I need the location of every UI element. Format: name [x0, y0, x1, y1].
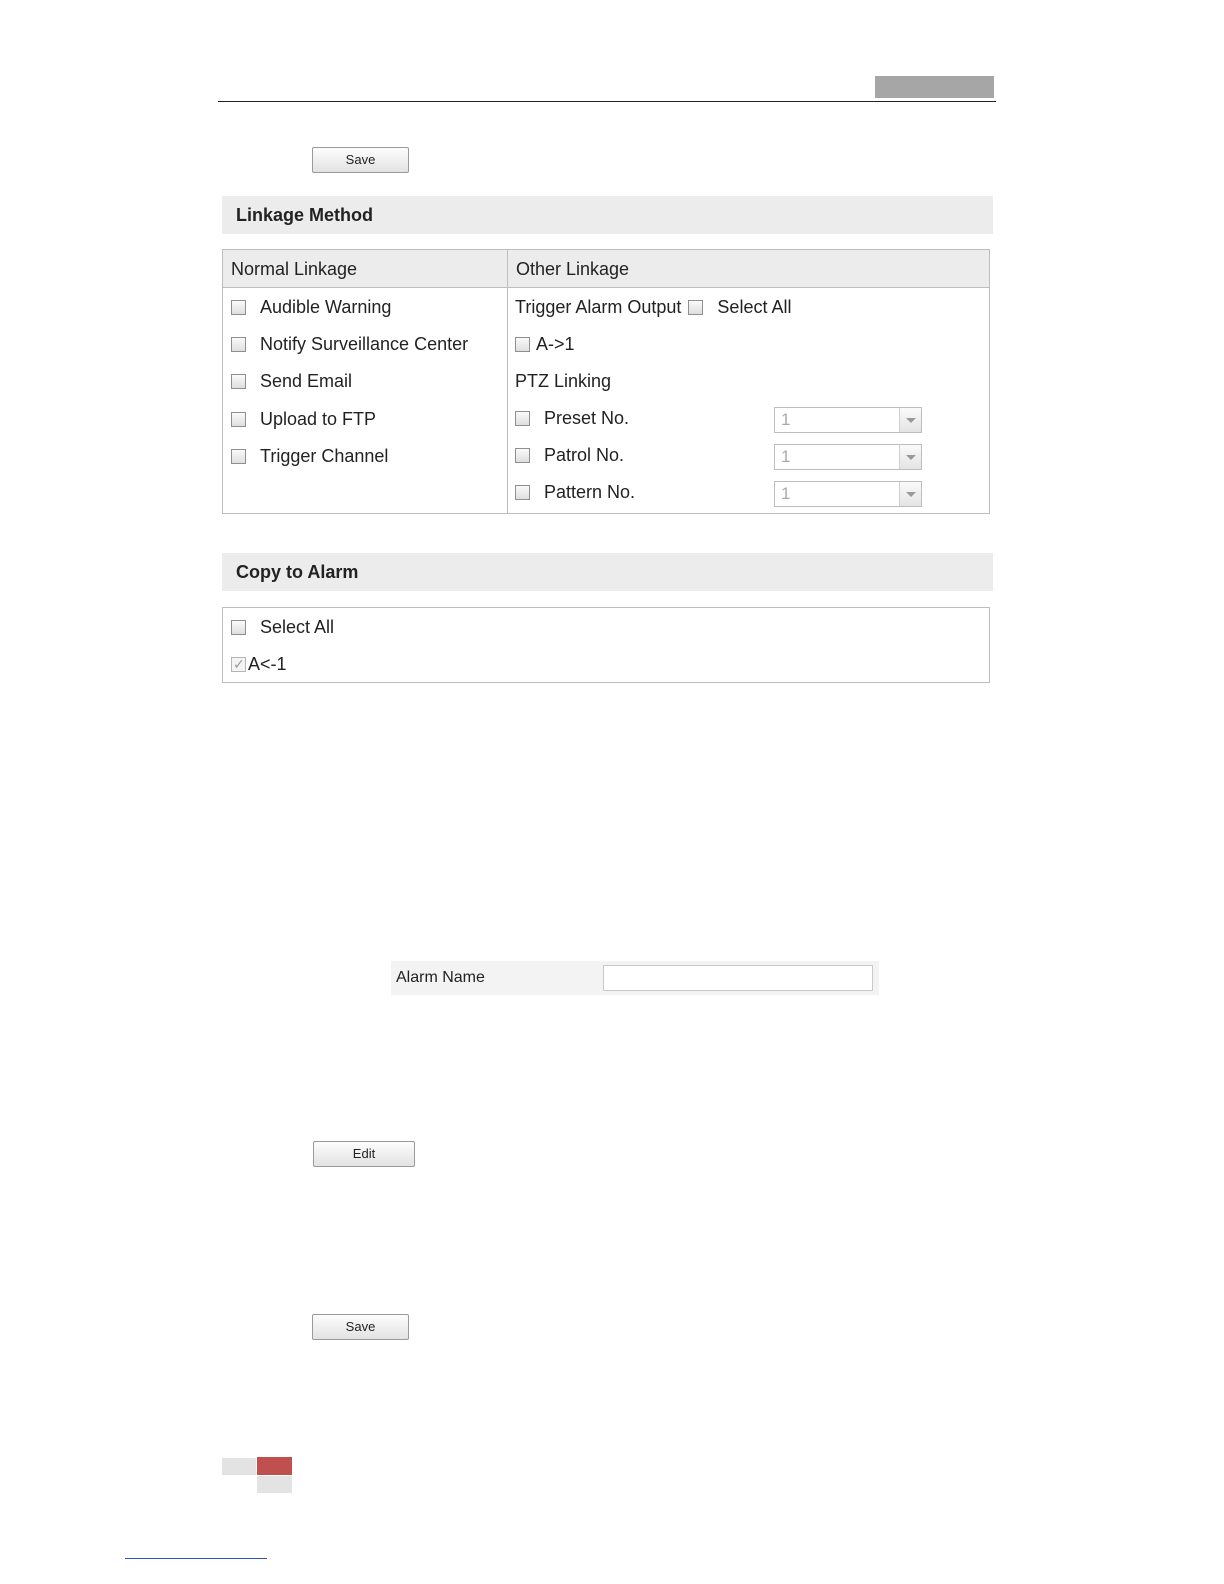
copy-select-all-label: Select All	[260, 617, 335, 637]
alarm-name-row	[391, 961, 879, 995]
copy-item-checkbox	[231, 657, 246, 672]
preset-select[interactable]	[774, 407, 922, 433]
trigger-alarm-output-row	[515, 296, 791, 318]
footer-block-grey	[257, 1476, 292, 1493]
upload-ftp-label: Upload to FTP	[260, 409, 377, 429]
notify-center-label: Notify Surveillance Center	[260, 334, 469, 354]
chevron-down-icon[interactable]	[899, 445, 921, 469]
output-a1-label: A->1	[536, 334, 575, 354]
patrol-select-value: 1	[781, 447, 791, 466]
audible-warning-checkbox[interactable]	[231, 300, 246, 315]
copy-select-all-row[interactable]	[231, 616, 334, 638]
patrol-checkbox[interactable]	[515, 448, 530, 463]
pattern-label: Pattern No.	[544, 482, 636, 502]
normal-linkage-heading: Normal Linkage	[223, 250, 507, 288]
copy-select-all-checkbox[interactable]	[231, 620, 246, 635]
column-divider	[507, 250, 508, 513]
output-item-row[interactable]	[515, 333, 575, 355]
header-rule	[218, 101, 996, 102]
notify-center-checkbox[interactable]	[231, 337, 246, 352]
linkage-method-panel	[222, 249, 990, 514]
upload-ftp-checkbox[interactable]	[231, 412, 246, 427]
normal-linkage-item[interactable]	[231, 333, 468, 355]
edit-button[interactable]: Edit	[313, 1141, 415, 1167]
trigger-channel-label: Trigger Channel	[260, 446, 389, 466]
chevron-down-icon[interactable]	[899, 408, 921, 432]
normal-linkage-item[interactable]	[231, 445, 388, 467]
ptz-linking-label: PTZ Linking	[515, 371, 612, 391]
output-select-all-label: Select All	[717, 297, 792, 317]
output-a1-checkbox[interactable]	[515, 337, 530, 352]
pattern-row[interactable]	[515, 481, 635, 503]
pattern-select[interactable]	[774, 481, 922, 507]
trigger-channel-checkbox[interactable]	[231, 449, 246, 464]
footer-rule	[125, 1558, 267, 1559]
preset-checkbox[interactable]	[515, 411, 530, 426]
normal-linkage-item[interactable]	[231, 296, 391, 318]
copy-item-row	[231, 653, 287, 675]
normal-linkage-item[interactable]	[231, 370, 352, 392]
other-linkage-heading: Other Linkage	[508, 250, 989, 288]
trigger-alarm-output-label: Trigger Alarm Output	[515, 297, 682, 317]
copy-to-alarm-title: Copy to Alarm	[222, 553, 993, 591]
pattern-checkbox[interactable]	[515, 485, 530, 500]
preset-row[interactable]	[515, 407, 629, 429]
footer-block-grey	[222, 1458, 256, 1475]
footer-block-red	[257, 1457, 292, 1475]
normal-linkage-item[interactable]	[231, 408, 376, 430]
patrol-row[interactable]	[515, 444, 624, 466]
save-button-bottom[interactable]: Save	[312, 1314, 409, 1340]
patrol-label: Patrol No.	[544, 445, 625, 465]
send-email-label: Send Email	[260, 371, 353, 391]
header-bar	[875, 76, 994, 98]
alarm-name-input[interactable]	[603, 965, 873, 991]
output-select-all-checkbox[interactable]	[688, 300, 703, 315]
pattern-select-value: 1	[781, 484, 791, 503]
patrol-select[interactable]	[774, 444, 922, 470]
linkage-method-title: Linkage Method	[222, 196, 993, 234]
preset-label: Preset No.	[544, 408, 630, 428]
copy-item-label: A<-1	[248, 654, 287, 674]
chevron-down-icon[interactable]	[899, 482, 921, 506]
audible-warning-label: Audible Warning	[260, 297, 392, 317]
preset-select-value: 1	[781, 410, 791, 429]
copy-to-alarm-panel	[222, 607, 990, 683]
alarm-name-label: Alarm Name	[396, 969, 485, 986]
send-email-checkbox[interactable]	[231, 374, 246, 389]
save-button-top[interactable]: Save	[312, 147, 409, 173]
